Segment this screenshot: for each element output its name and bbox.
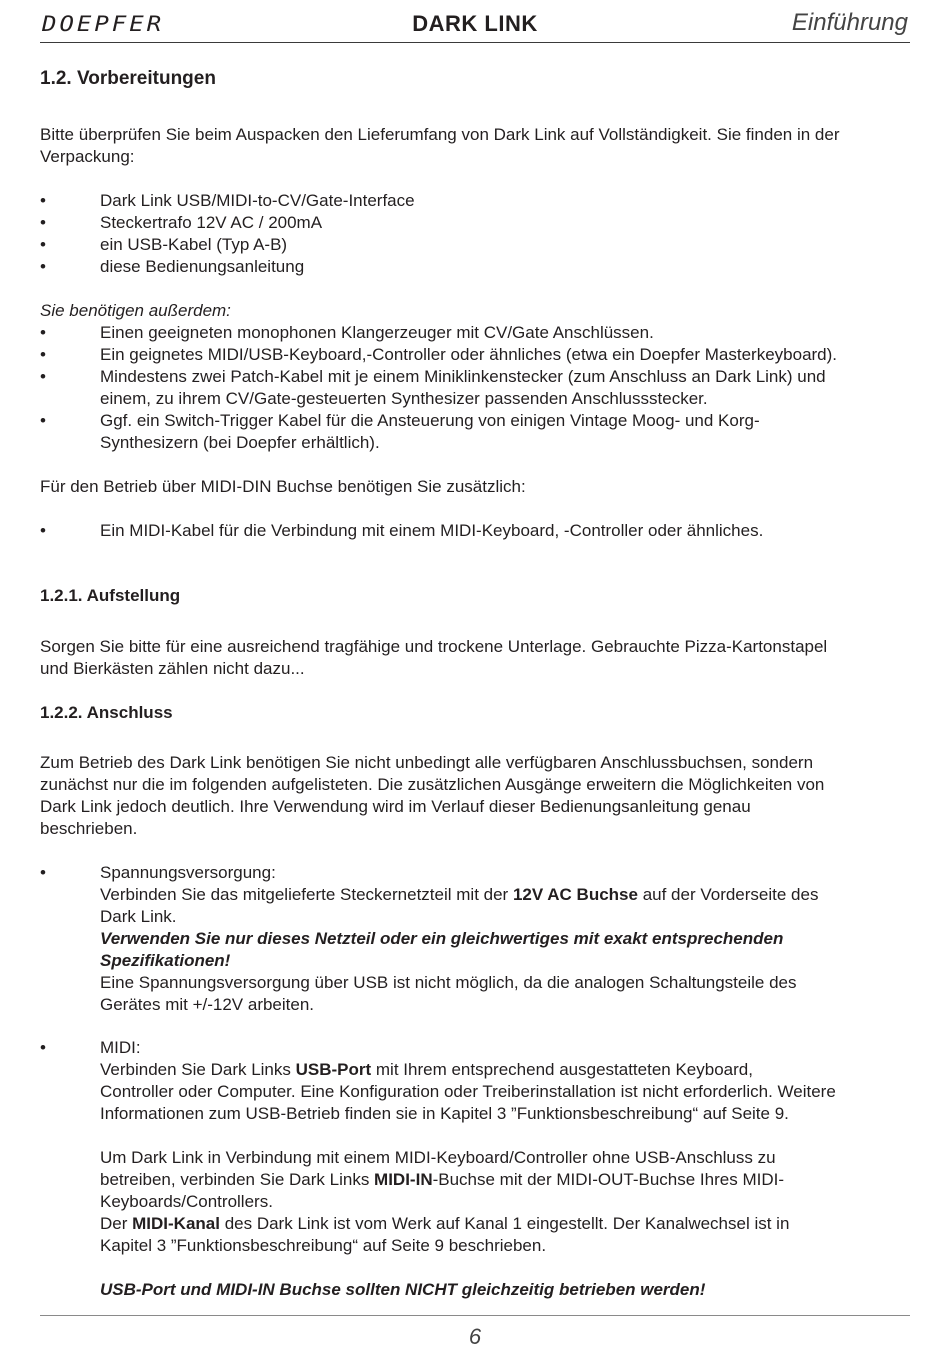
page-header: [40, 6, 910, 43]
emphasis: MIDI-IN: [374, 1170, 433, 1189]
connection-paragraph: [40, 752, 824, 840]
text-line: [100, 884, 818, 906]
midi-din-intro: Für den Betrieb über MIDI-DIN Buchse benötigen Sie zusätzlich:: [40, 477, 526, 496]
list-item: [100, 322, 654, 344]
text-line: [100, 1059, 836, 1081]
text-line: Keyboards/Controllers.: [100, 1192, 273, 1211]
intro-paragraph: [40, 124, 840, 168]
text-line: Ein geignetes MIDI/USB-Keyboard,-Controller oder ähnliches (etwa ein Doepfer Masterkeyboard).: [100, 345, 838, 364]
text-line: Ggf. ein Switch-Trigger Kabel für die Ansteuerung von einigen Vintage Moog- und Korg-: [100, 411, 760, 430]
list-item: [100, 344, 837, 366]
product-title: DARK LINK: [412, 11, 538, 36]
bullet: •: [40, 257, 46, 276]
text-line: Controller oder Computer. Eine Konfiguration oder Treiberinstallation ist nicht erforderlich. Weitere: [100, 1082, 836, 1101]
text-line: [100, 1169, 836, 1191]
list-item: Steckertrafo 12V AC / 200mA: [100, 213, 323, 232]
emphasis: 12V AC Buchse: [512, 885, 638, 904]
list-item: [100, 366, 826, 410]
text-line: Informationen zum USB-Betrieb finden sie in Kapitel 3 ”Funktionsbeschreibung“ auf Seite 9.: [100, 1104, 789, 1123]
text-run: Verbinden Sie Dark Links: [100, 1060, 296, 1079]
brand-logo: DOEPFER: [42, 11, 165, 37]
list-item: diese Bedienungsanleitung: [100, 257, 305, 276]
text-line: Dark Link.: [100, 907, 177, 926]
bullet: •: [40, 367, 46, 386]
emphasis: USB-Port: [295, 1060, 372, 1079]
page-number: 6: [468, 1324, 482, 1349]
section-title: 1.2. Vorbereitungen: [40, 68, 216, 89]
spacer: [100, 1257, 836, 1279]
text-run: des Dark Link ist vom Werk auf Kanal 1 eingestellt. Der Kanalwechsel ist in: [219, 1214, 790, 1233]
chapter-name: Einführung: [791, 9, 908, 36]
text-line: Um Dark Link in Verbindung mit einem MIDI-Keyboard/Controller ohne USB-Anschluss zu: [100, 1148, 776, 1167]
text-run: mit Ihrem entsprechend ausgestatteten Keyboard,: [371, 1060, 753, 1079]
list-item: [100, 410, 760, 454]
text-line: Bitte überprüfen Sie beim Auspacken den Lieferumfang von Dark Link auf Vollständigkeit. Sie finden in der: [40, 125, 840, 144]
midi-item: [100, 1037, 836, 1301]
text-line: Verpackung:: [40, 147, 135, 166]
list-item: ein USB-Kabel (Typ A-B): [100, 235, 288, 254]
text-run: auf der Vorderseite des: [637, 885, 819, 904]
bullet: •: [40, 411, 46, 430]
bullet: •: [40, 191, 46, 210]
text-line: Zum Betrieb des Dark Link benötigen Sie nicht unbedingt alle verfügbaren Anschlussbuchsen, sondern: [40, 753, 814, 772]
text-line: Eine Spannungsversorgung über USB ist nicht möglich, da die analogen Schaltungsteile des: [100, 973, 797, 992]
setup-paragraph: [40, 636, 827, 680]
footer-divider: [40, 1315, 910, 1316]
text-line: Einen geeigneten monophonen Klangerzeuger mit CV/Gate Anschlüssen.: [100, 323, 654, 342]
text-line: Dark Link jedoch deutlich. Ihre Verwendung wird im Verlauf dieser Bedienungsanleitung genau: [40, 797, 751, 816]
text-run: betreiben, verbinden Sie Dark Links: [100, 1170, 375, 1189]
text-line: Synthesizern (bei Doepfer erhältlich).: [100, 433, 380, 452]
text-line: einem, zu ihrem CV/Gate-gesteuerten Synthesizer passenden Anschlussstecker.: [100, 389, 708, 408]
text-line: und Bierkästen zählen nicht dazu...: [40, 659, 305, 678]
spacer: [100, 1125, 836, 1147]
bullet: •: [40, 1038, 46, 1057]
text-line: zunächst nur die im folgenden aufgelisteten. Die zusätzlichen Ausgänge erweitern die Möglichkeiten von: [40, 775, 825, 794]
warning-line: USB-Port und MIDI-IN Buchse sollten NICHT gleichzeitig betrieben werden!: [100, 1280, 706, 1299]
list-item: Ein MIDI-Kabel für die Verbindung mit einem MIDI-Keyboard, -Controller oder ähnliches.: [100, 521, 764, 540]
text-line: Kapitel 3 ”Funktionsbeschreibung“ auf Seite 9 beschrieben.: [100, 1236, 547, 1255]
bullet: •: [40, 863, 46, 882]
bullet: •: [40, 521, 46, 540]
emphasis: MIDI-Kanal: [132, 1214, 220, 1233]
text-line: Sorgen Sie bitte für eine ausreichend tragfähige und trockene Unterlage. Gebrauchte Pizza-Kartonstapel: [40, 637, 828, 656]
text-line: beschrieben.: [40, 819, 138, 838]
bullet: •: [40, 345, 46, 364]
list-item: Dark Link USB/MIDI-to-CV/Gate-Interface: [100, 191, 415, 210]
power-supply-item: [100, 862, 818, 1016]
text-run: Verbinden Sie das mitgelieferte Steckernetzteil mit der: [100, 885, 513, 904]
subsection-title-setup: 1.2.1. Aufstellung: [40, 586, 181, 605]
warning-line: Verwenden Sie nur dieses Netzteil oder ein gleichwertiges mit exakt entsprechenden: [100, 929, 784, 948]
bullet: •: [40, 213, 46, 232]
bullet: •: [40, 323, 46, 342]
also-needed-label: Sie benötigen außerdem:: [40, 301, 231, 320]
bullet: •: [40, 235, 46, 254]
text-run: Der: [100, 1214, 133, 1233]
subsection-title-connection: 1.2.2. Anschluss: [40, 703, 173, 722]
text-line: Gerätes mit +/-12V arbeiten.: [100, 995, 315, 1014]
text-line: [100, 1213, 836, 1235]
text-run: -Buchse mit der MIDI-OUT-Buchse Ihres MIDI-: [432, 1170, 784, 1189]
item-label: Spannungsversorgung:: [100, 863, 276, 882]
item-label: MIDI:: [100, 1038, 141, 1057]
text-line: Mindestens zwei Patch-Kabel mit je einem Miniklinkenstecker (zum Anschluss an Dark Link) und: [100, 367, 826, 386]
warning-line: Spezifikationen!: [100, 951, 231, 970]
